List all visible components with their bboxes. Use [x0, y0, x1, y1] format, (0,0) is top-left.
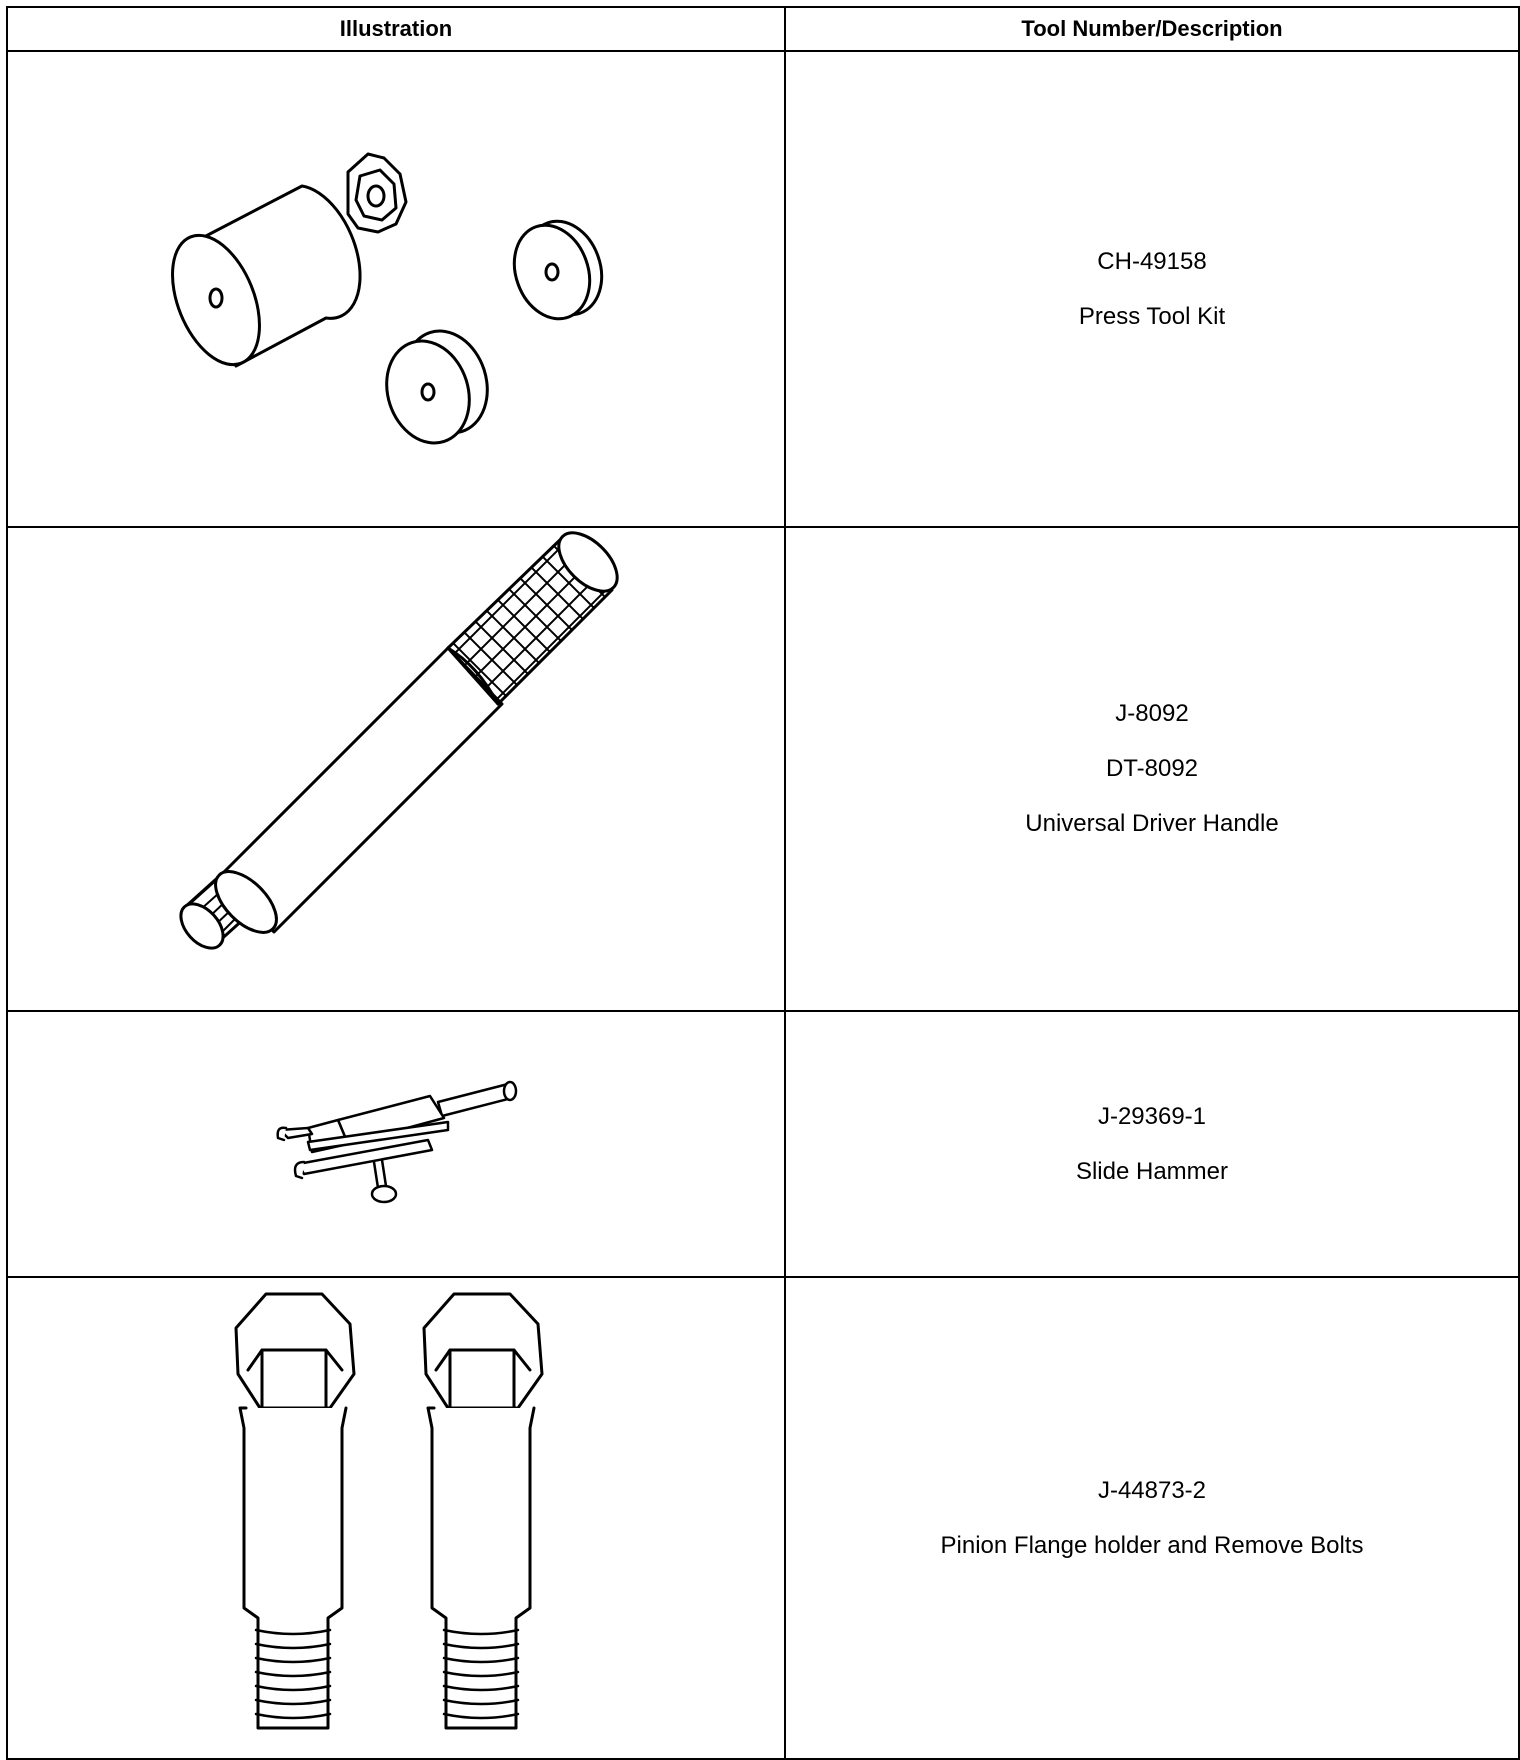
table-row — [7, 527, 1519, 1011]
table-row — [7, 51, 1519, 527]
bolts-illustration — [8, 1278, 784, 1758]
tool-description: Press Tool Kit — [1078, 302, 1226, 330]
tool-number: J-8092 — [1115, 700, 1189, 727]
table-row — [7, 1011, 1519, 1277]
bolt-right — [424, 1294, 542, 1728]
description-cell — [785, 527, 1519, 1011]
tool-table — [6, 6, 1520, 1760]
tool-description: Pinion Flange holder and Remove Bolts — [940, 1531, 1364, 1559]
description-cell — [785, 51, 1519, 527]
press-tool-kit-illustration — [8, 52, 784, 526]
illustration-cell — [7, 1011, 785, 1277]
illustration-cell — [7, 1277, 785, 1759]
header-row — [7, 7, 1519, 51]
tool-number-alt: DT-8092 — [1105, 755, 1199, 782]
description-cell — [785, 1277, 1519, 1759]
tool-number: J-29369-1 — [1097, 1102, 1207, 1130]
tool-number: CH-49158 — [1097, 247, 1207, 275]
tool-number: J-44873-2 — [1097, 1476, 1207, 1504]
illustration-cell — [7, 527, 785, 1011]
header-illustration: Illustration — [7, 7, 785, 51]
illustration-cell — [7, 51, 785, 527]
tool-description: Universal Driver Handle — [1025, 810, 1279, 837]
driver-handle-illustration — [8, 528, 784, 1010]
table-row — [7, 1277, 1519, 1759]
tool-description: Slide Hammer — [1075, 1157, 1229, 1185]
header-tool-description: Tool Number/Description — [785, 7, 1519, 51]
slide-hammer-illustration — [8, 1012, 784, 1276]
bolt-left — [236, 1294, 354, 1728]
description-cell — [785, 1011, 1519, 1277]
